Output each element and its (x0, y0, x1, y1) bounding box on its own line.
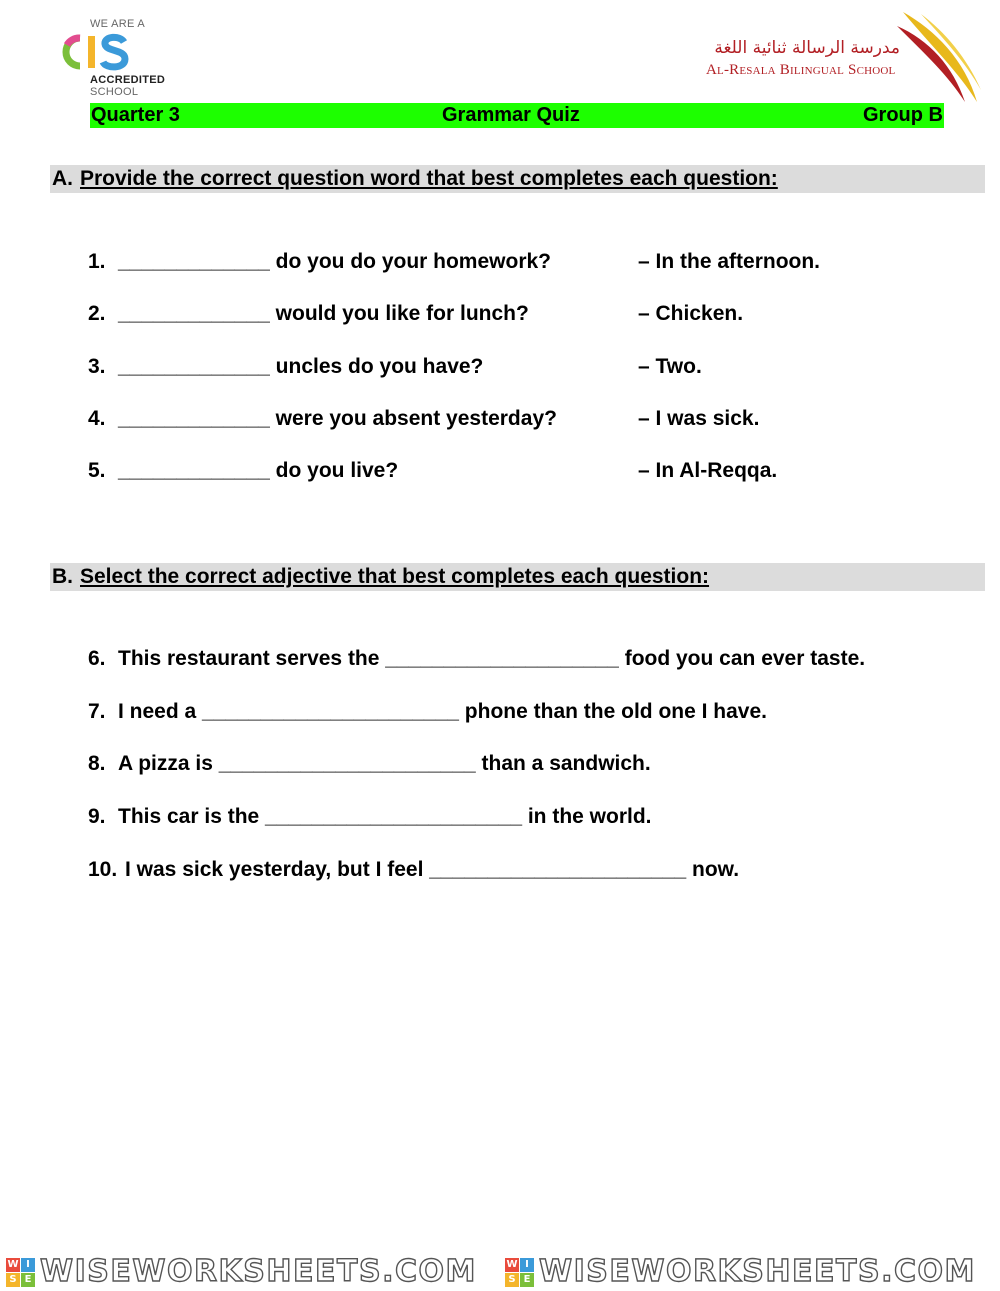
section-a-heading (50, 165, 985, 193)
quiz-title: Grammar Quiz (442, 104, 580, 126)
question-text: A pizza is ______________________ than a sandwich. (118, 752, 651, 775)
school-emblem-icon (895, 10, 985, 105)
question-number: 7. (88, 700, 106, 723)
question-text: _____________ do you live? (118, 459, 399, 482)
question-text: I was sick yesterday, but I feel ______________________ now. (125, 858, 740, 881)
section-title: Provide the correct question word that best completes each question: (80, 167, 778, 190)
question-number: 4. (88, 407, 106, 430)
cis-tagline: WE ARE A (90, 18, 145, 30)
question-text: _____________ would you like for lunch? (118, 302, 529, 325)
question-text: This car is the ______________________ in the world. (118, 805, 652, 828)
question-text: I need a ______________________ phone than the old one I have. (118, 700, 767, 723)
question-number: 10. (88, 858, 118, 881)
section-title: Select the correct adjective that best completes each question: (80, 565, 710, 588)
watermark-footer (0, 1250, 1000, 1290)
question-answer: – Two. (638, 355, 702, 378)
question-text: _____________ uncles do you have? (118, 355, 484, 378)
cis-accredited-label: ACCREDITED (90, 74, 166, 86)
school-name-english: Al-Resala Bilingual School (706, 62, 896, 78)
question-number: 6. (88, 647, 106, 670)
school-logo (700, 10, 985, 105)
cis-school-label: SCHOOL (90, 86, 139, 98)
question-number: 2. (88, 302, 106, 325)
watermark-text: WISEWORKSHEETS.COM (539, 1254, 976, 1289)
question-text: _____________ do you do your homework? (118, 250, 552, 273)
question-answer: – Chicken. (638, 302, 744, 325)
question-number: 1. (88, 250, 106, 273)
question-number: 5. (88, 459, 106, 482)
section-b-heading (50, 563, 985, 591)
cis-accreditation-logo (58, 18, 178, 100)
question-answer: – In the afternoon. (638, 250, 821, 273)
cis-mark-icon (58, 32, 133, 72)
school-name-arabic: مدرسة الرسالة ثنائية اللغة (714, 38, 900, 58)
section-letter: A. (52, 167, 73, 190)
question-text: _____________ were you absent yesterday? (118, 407, 557, 430)
question-number: 3. (88, 355, 106, 378)
question-number: 9. (88, 805, 106, 828)
quarter-label: Quarter 3 (91, 104, 180, 126)
quiz-header-bar (90, 103, 944, 128)
question-answer: – I was sick. (638, 407, 760, 430)
watermark-text: WISEWORKSHEETS.COM (40, 1254, 477, 1289)
section-letter: B. (52, 565, 73, 588)
watermark-logo-icon: W I S E (6, 1258, 36, 1288)
question-number: 8. (88, 752, 106, 775)
question-text: This restaurant serves the ____________________ food you can ever taste. (118, 647, 866, 670)
watermark-logo-icon: W I S E (505, 1258, 535, 1288)
question-answer: – In Al-Reqqa. (638, 459, 778, 482)
group-label: Group B (863, 104, 943, 126)
